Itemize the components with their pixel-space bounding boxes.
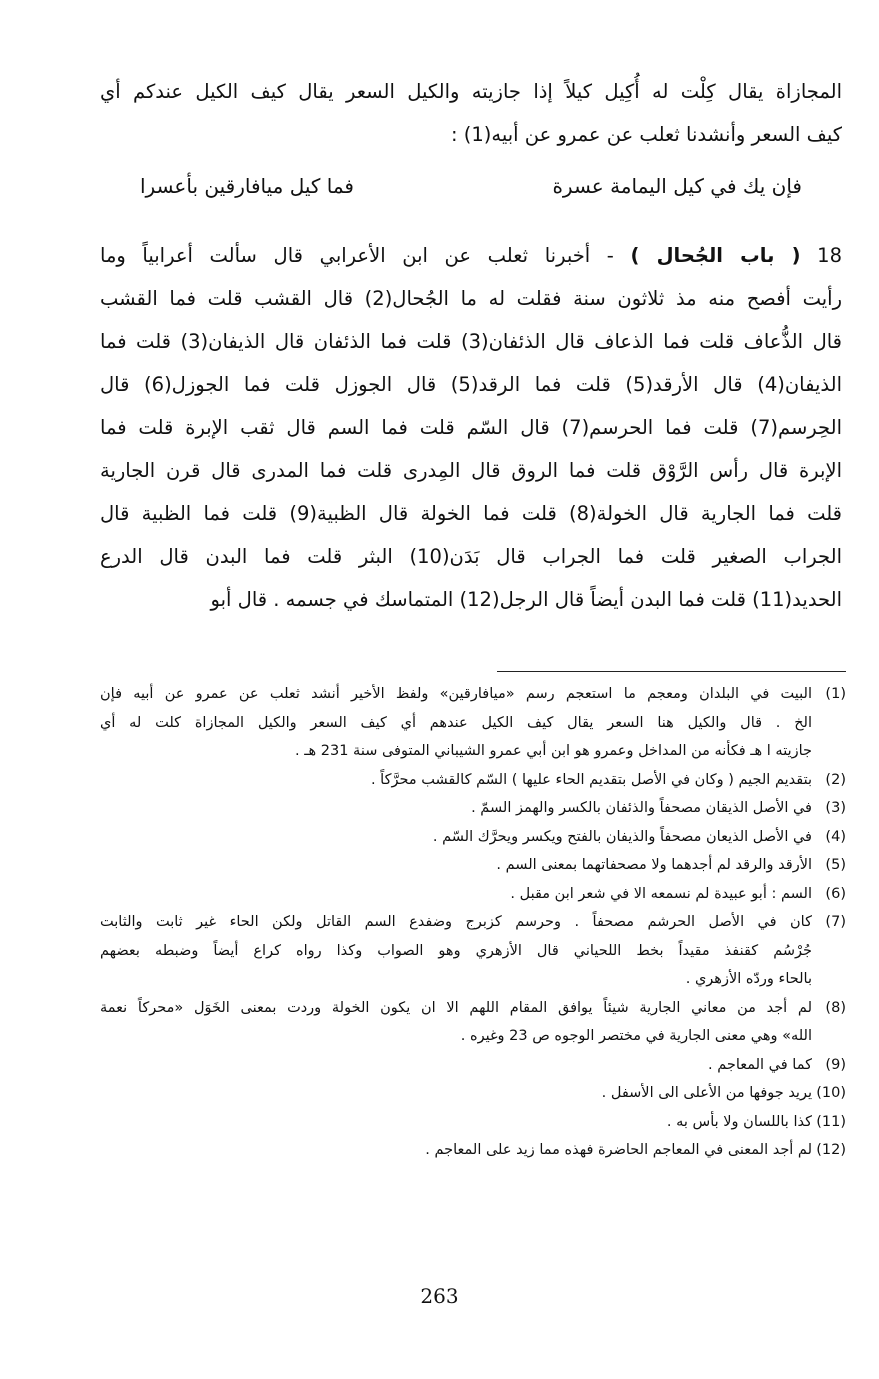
verse-first-hemistich: فإن يك في كيل اليمامة عسرة xyxy=(552,174,802,198)
footnote-separator xyxy=(497,671,846,672)
text-line: الذيفان(4) قال الأرقد(5) قلت فما الرقد(5) قال الجوزل قلت فما الجوزل(6) قال xyxy=(100,373,842,396)
text-line: الإبرة قال رأس الرَّوْق قلت فما الروق قال المِدرى قلت فما المدرى قال قرن الجارية xyxy=(100,459,842,482)
footnote-number: (1) xyxy=(825,686,846,702)
footnote-line: كما في المعاجم . xyxy=(707,1056,812,1073)
main-text xyxy=(100,70,842,621)
text-line: المجازاة يقال كِلْت له أُكِيل كيلاً إذا جازيته والكيل السعر يقال كيف الكيل عندكم أي xyxy=(100,80,842,103)
section-bab-aljuhal xyxy=(100,234,842,621)
footnote-number: (9) xyxy=(825,1056,846,1073)
footnote-line: جازيته ا هـ فكأنه من المداخل وعمرو هو ابن أبي عمرو الشيباني المتوفى سنة 231 هـ . xyxy=(295,743,812,759)
footnote-line: كان في الأصل الحرشم مصحفاً . وحرسم كزبرج وضفدع السم القاتل ولكن الحاء غير ثابت والثابت xyxy=(100,914,812,930)
text-line: قال الذُّعاف قلت فما الذعاف قال الذئفان(3) قلت فما الذئفان قال الذيفان(3) قلت فما xyxy=(100,330,842,353)
footnote-line: يريد جوفها من الأعلى الى الأسفل . xyxy=(601,1085,812,1101)
text-line xyxy=(100,234,842,277)
text-line: كيف السعر وأنشدنا ثعلب عن عمرو عن أبيه(1) : xyxy=(450,123,842,146)
footnote-line: جُرْسُم كقنفذ مقيداً بخط اللحياني قال الأزهري وهو الصواب وكذا رواه كراع أيضاً وضبطه بعضهم xyxy=(100,942,812,959)
footnote-number: (5) xyxy=(825,857,846,873)
footnote-line: كذا باللسان ولا بأس به . xyxy=(666,1113,812,1130)
footnote-line: الأرقد والرقد لم أجدهما ولا مصحفاتهما بمعنى السم . xyxy=(496,857,812,873)
footnote-line: السم : أبو عبيدة لم نسمعه الا في شعر ابن مقبل . xyxy=(510,885,812,902)
footnote-line: في الأصل الذيقان مصحفاً والذئفان بالكسر والهمز السمّ . xyxy=(471,800,812,816)
footnote xyxy=(100,1079,846,1108)
footnote-number: (11) xyxy=(816,1113,846,1130)
footnote-line: بتقديم الجيم ( وكان في الأصل بتقديم الحاء عليها ) السّم كالقشب محرَّكاً . xyxy=(370,771,812,788)
page-number: 263 xyxy=(420,1284,459,1308)
footnote-line: لم أجد من معاني الجارية شيئاً يوافق المقام اللهم الا ان يكون الخولة وردت بمعنى الخَوَل «محركاً نعمة xyxy=(100,999,812,1016)
text-line: الجراب الصغير قلت فما الجراب قال بَدَن(10) البثر قلت فما البدن قال الدرع xyxy=(100,545,842,568)
footnote-number: (12) xyxy=(816,1142,846,1158)
footnote xyxy=(100,1051,846,1080)
footnote-number: (7) xyxy=(825,914,846,930)
footnote xyxy=(100,766,846,795)
footnote xyxy=(100,680,846,766)
footnote-number: (2) xyxy=(825,771,846,788)
footnote-number: (3) xyxy=(825,800,846,816)
footnote xyxy=(100,1136,846,1165)
footnote xyxy=(100,1108,846,1137)
footnote xyxy=(100,794,846,823)
footnote xyxy=(100,851,846,880)
text-line: الحِرسم(7) قلت فما الحرسم(7) قال السّم قلت فما السم قال ثقب الإبرة قلت فما xyxy=(100,416,842,439)
footnote-line: البيت في البلدان ومعجم ما استعجم رسم «ميافارقين» ولفظ الأخير أنشد ثعلب عن عمرو عن أبيه فإن xyxy=(100,686,812,702)
footnotes xyxy=(100,680,846,1165)
footnote-line: الله» وهي معنى الجارية في مختصر الوجوه ص 23 وغيره . xyxy=(460,1028,812,1044)
footnote-line: الخ . قال والكيل هنا السعر يقال كيف الكيل عندهم أي كيف السعر والكيل المجازاة كلت له أي xyxy=(100,714,812,731)
section-number: 18 xyxy=(817,244,842,267)
footnote-number: (6) xyxy=(825,885,846,902)
text-line: قلت فما الجارية قال الخولة(8) قلت فما الخولة قال الظبية(9) قلت فما الظبية قال xyxy=(100,502,842,525)
footnote-number: (10) xyxy=(816,1085,846,1101)
paragraph-intro xyxy=(100,70,842,156)
verse-second-hemistich: فما كيل ميافارقين بأعسرا xyxy=(140,174,354,198)
footnote xyxy=(100,908,846,994)
footnote xyxy=(100,823,846,852)
footnote xyxy=(100,880,846,909)
section-title: ( باب الجُحال ) xyxy=(630,244,801,267)
footnote-line: لم أجد المعنى في المعاجم الحاضرة فهذه مما زيد على المعاجم . xyxy=(425,1142,812,1158)
text-line: رأيت أفصح منه مذ ثلاثون سنة فقلت له ما الجُحال(2) قال القشب قلت فما القشب xyxy=(100,287,842,310)
footnote xyxy=(100,994,846,1051)
footnote-number: (4) xyxy=(825,828,846,845)
section-first-line: - أخبرنا ثعلب عن ابن الأعرابي قال سألت أعرابياً وما xyxy=(100,244,614,267)
footnote-line: في الأصل الذيعان مصحفاً والذيفان بالفتح ويكسر ويحرَّك السّم . xyxy=(432,828,812,845)
footnote-number: (8) xyxy=(825,999,846,1016)
text-line: الحديد(11) قلت فما البدن أيضاً قال الرجل(12) المتماسك في جسمه . قال أبو xyxy=(210,588,842,611)
poem-verse xyxy=(140,160,802,212)
footnote-line: بالحاء وردّه الأزهري . xyxy=(685,971,812,987)
